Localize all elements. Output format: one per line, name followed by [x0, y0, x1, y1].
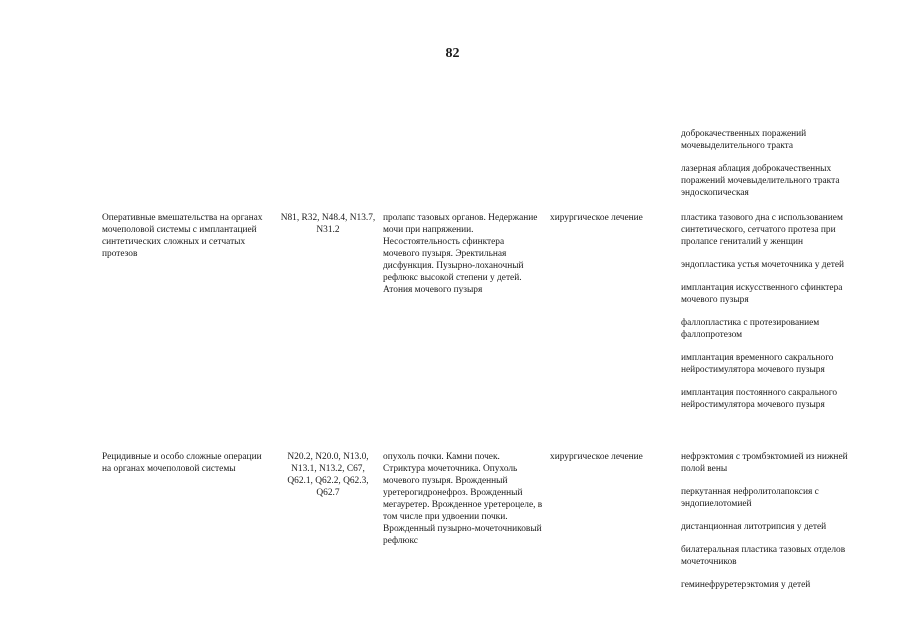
method-item: дистанционная литотрипсия у детей — [681, 522, 827, 532]
row1-methods — [681, 212, 859, 422]
method-item: лазерная аблация доброкачественных поражений мочевыделительного тракта эндоскопическая — [681, 164, 840, 198]
method-item: перкутанная нефролитолапоксия с эндопиелотомией — [681, 487, 819, 509]
row2-icd-codes: N20.2, N20.0, N13.0, N13.1, N13.2, C67, Q62.1, Q62.2, Q62.3, Q62.7 — [287, 452, 369, 498]
row1-condition: пролапс тазовых органов. Недержание мочи при напряжении. Несостоятельность сфинктера мочевого пузыря. Эректильная дисфункция. Пузырно-лоханочный рефлюкс высокой степени у детей. Атония мочевого пузыря — [383, 213, 538, 295]
row1-treatment-type: хирургическое лечение — [550, 213, 643, 223]
row2-treatment-type: хирургическое лечение — [550, 452, 643, 462]
row1-icd-codes: N81, R32, N48.4, N13.7, N31.2 — [280, 213, 376, 235]
row2-intervention-name: Рецидивные и особо сложные операции на органах мочеполовой системы — [102, 452, 262, 474]
method-item: имплантация постоянного сакрального нейростимулятора мочевого пузыря — [681, 388, 838, 410]
row2-methods — [681, 451, 859, 602]
method-item: нефрэктомия с тромбэктомией из нижней полой вены — [681, 452, 848, 474]
method-item: имплантация временного сакрального нейростимулятора мочевого пузыря — [681, 353, 834, 375]
method-item: эндопластика устья мочеточника у детей — [681, 260, 844, 270]
row1-intervention-name: Оперативные вмешательства на органах мочеполовой системы с имплантацией синтетических сложных и сетчатых протезов — [102, 213, 263, 259]
method-item: геминефруретерэктомия у детей — [681, 580, 811, 590]
method-item: пластика тазового дна с использованием синтетического, сетчатого протеза при пролапсе гениталий у женщин — [681, 213, 843, 247]
continued-methods — [681, 128, 859, 210]
method-item: билатеральная пластика тазовых отделов мочеточников — [681, 545, 846, 567]
row2-condition: опухоль почки. Камни почек. Стриктура мочеточника. Опухоль мочевого пузыря. Врожденный уретерогидронефроз. Врожденный мегауретер. Врожденное уретероцеле, в том числе при удвоении почки. Врожденный пузырно-мочеточниковый рефлюкс — [383, 452, 543, 546]
method-item: фаллопластика с протезированием фаллопротезом — [681, 318, 820, 340]
page-number: 82 — [445, 46, 460, 61]
method-item: доброкачественных поражений мочевыделительного тракта — [681, 129, 807, 151]
method-item: имплантация искусственного сфинктера мочевого пузыря — [681, 283, 843, 305]
